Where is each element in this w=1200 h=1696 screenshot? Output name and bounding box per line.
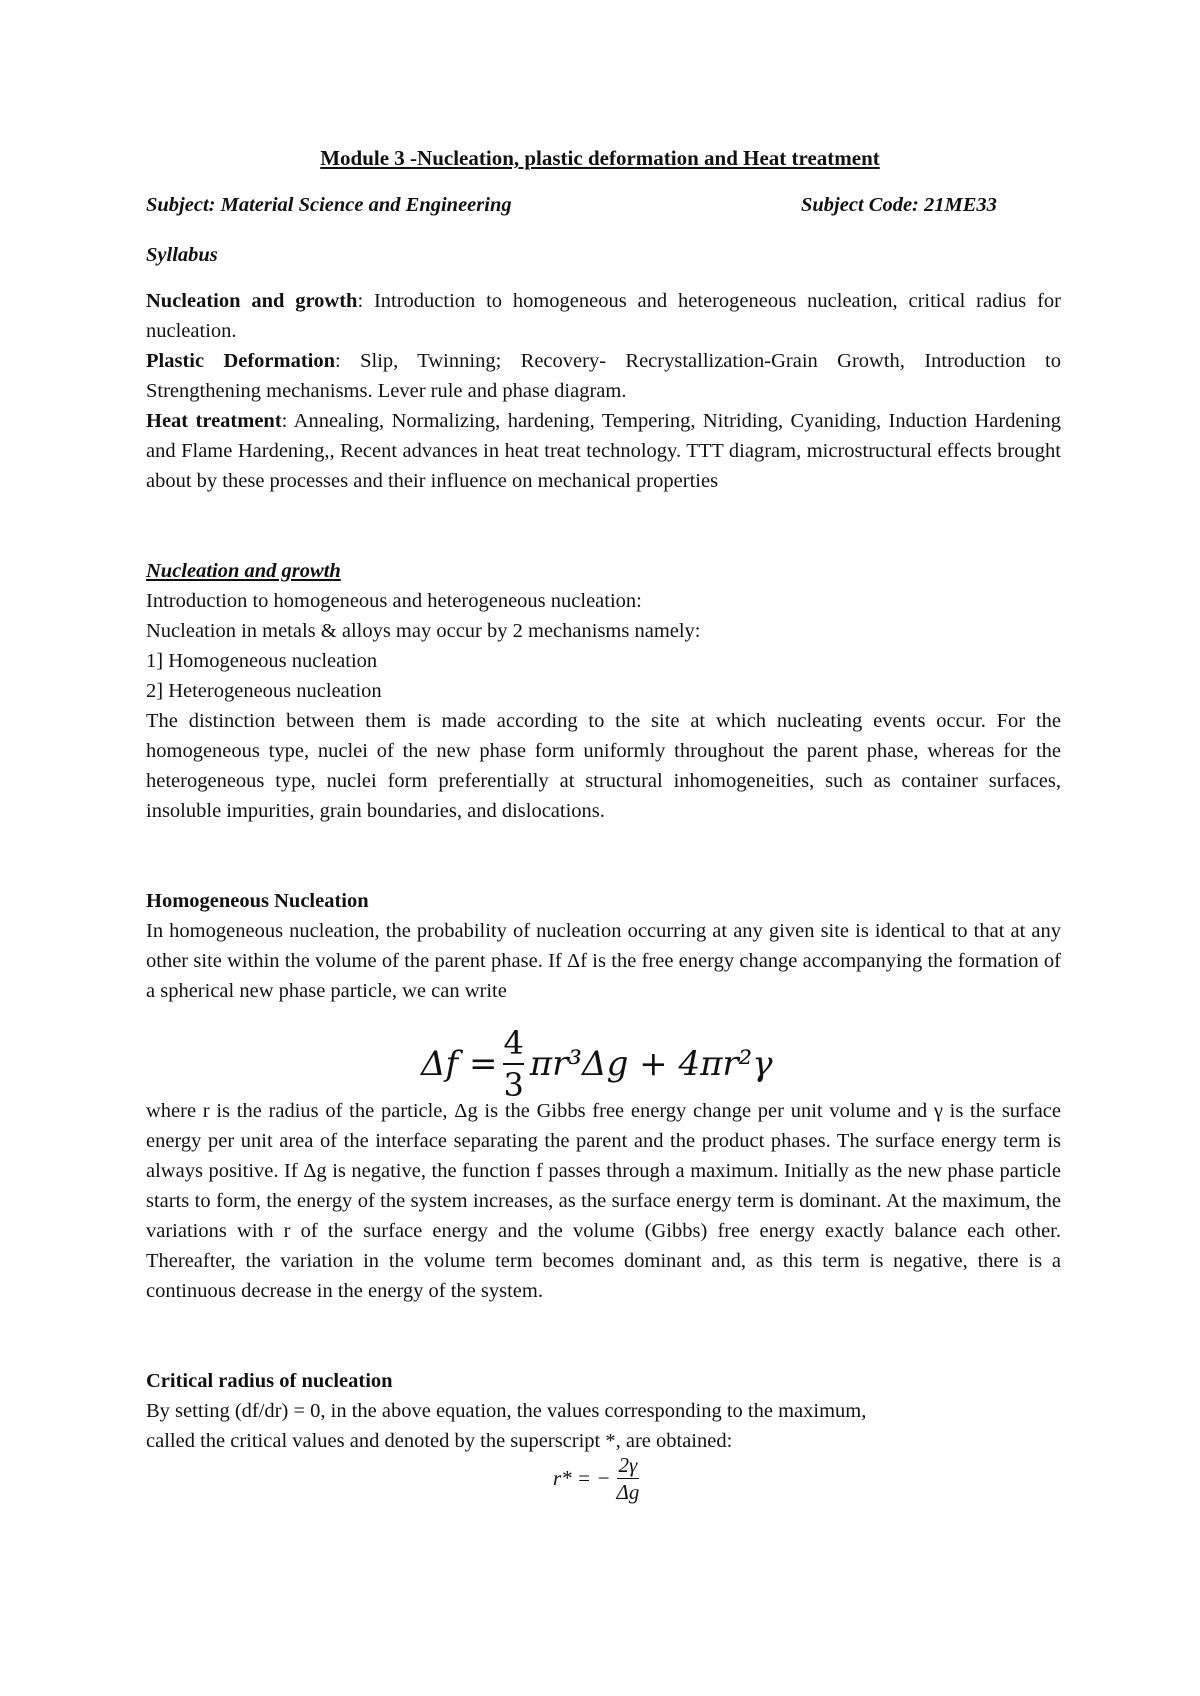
nucleation-section: [146, 556, 1061, 826]
critical-numerator: 2γ: [618, 1453, 638, 1477]
homogeneous-explanation: where r is the radius of the particle, Δg is the Gibbs free energy change per unit volume and γ is the surface energy per unit area of the interface separating the parent and the product phases. The surface energy term is always positive. If Δg is negative, the function f passes through a maximum. Initially as the new phase particle starts to form, the energy of the system increases, as the surface energy term is dominant. At the maximum, the variations with r of the surface energy and the volume (Gibbs) free energy exactly balance each other. Thereafter, the variation in the volume term becomes dominant and, as this term is negative, there is a continuous decrease in the energy of the system.: [146, 1100, 1061, 1302]
critical-section: [146, 1366, 1061, 1456]
syllabus-heat-label: Heat treatment: [146, 410, 282, 432]
nucleation-heading: Nucleation and growth: [146, 560, 341, 582]
critical-heading: Critical radius of nucleation: [146, 1370, 393, 1392]
subject-code: Subject Code: 21ME33: [801, 194, 997, 216]
syllabus-content: [146, 286, 1061, 496]
subject-label: Subject: Material Science and Engineering: [146, 194, 512, 216]
syllabus-nucleation-text: : Introduction to homogeneous and heterogeneous nucleation, critical radius for nucleation.: [146, 290, 1061, 342]
syllabus-heat: [146, 406, 1061, 496]
syllabus-heading: Syllabus: [146, 244, 218, 266]
syllabus-heat-text: : Annealing, Normalizing, hardening, Tempering, Nitriding, Cyaniding, Induction Hardening and Flame Hardening,, Recent advances in heat treat technology. TTT diagram, microstructural effects brought about by these processes and their influence on mechanical properties: [146, 410, 1062, 492]
critical-fraction: [617, 1452, 640, 1505]
syllabus-nucleation: [146, 286, 1061, 346]
page-title: Module 3 -Nucleation, plastic deformation and Heat treatment: [320, 146, 880, 170]
equation-rhs: πr³Δg + 4πr²γ: [529, 1044, 773, 1084]
critical-line-1: By setting (df/dr) = 0, in the above equation, the values corresponding to the maximum,: [146, 1400, 867, 1422]
nucleation-paragraph: The distinction between them is made according to the site at which nucleating events occur. For the homogeneous type, nuclei of the new phase form uniformly throughout the parent phase, whereas for the heterogeneous type, nuclei form preferentially at structural inhomogeneities, such as container surfaces, insoluble impurities, grain boundaries, and dislocations.: [146, 710, 1061, 822]
syllabus-nucleation-label: Nucleation and growth: [146, 290, 358, 312]
fraction-denominator: 3: [503, 1063, 523, 1105]
syllabus-plastic-label: Plastic Deformation: [146, 350, 336, 372]
homogeneous-paragraph: In homogeneous nucleation, the probability of nucleation occurring at any given site is identical to that at any other site within the volume of the parent phase. If Δf is the free energy change accompanying the formation of a spherical new phase particle, we can write: [146, 920, 1061, 1002]
fraction-numerator: 4: [503, 1024, 524, 1062]
equation-lhs: Δf =: [421, 1044, 498, 1084]
free-energy-equation: [421, 1023, 773, 1105]
homogeneous-section: [146, 886, 1061, 1006]
homogeneous-heading: Homogeneous Nucleation: [146, 890, 369, 912]
syllabus-plastic-text: : Slip, Twinning; Recovery- Recrystallization-Grain Growth, Introduction to Strengthening mechanisms. Lever rule and phase diagram.: [146, 350, 1061, 402]
equation-fraction: [503, 1023, 523, 1105]
critical-denominator: Δg: [616, 1480, 640, 1504]
list-item: 1] Homogeneous nucleation: [146, 650, 378, 672]
critical-equation-lhs: r* = −: [553, 1466, 611, 1490]
critical-radius-equation: [553, 1452, 645, 1505]
nucleation-mechanisms: Nucleation in metals & alloys may occur by 2 mechanisms namely:: [146, 620, 701, 642]
syllabus-plastic: [146, 346, 1061, 406]
critical-line-2: called the critical values and denoted by the superscript *, are obtained:: [146, 1430, 733, 1452]
nucleation-intro: Introduction to homogeneous and heterogeneous nucleation:: [146, 590, 642, 612]
list-item: 2] Heterogeneous nucleation: [146, 680, 382, 702]
